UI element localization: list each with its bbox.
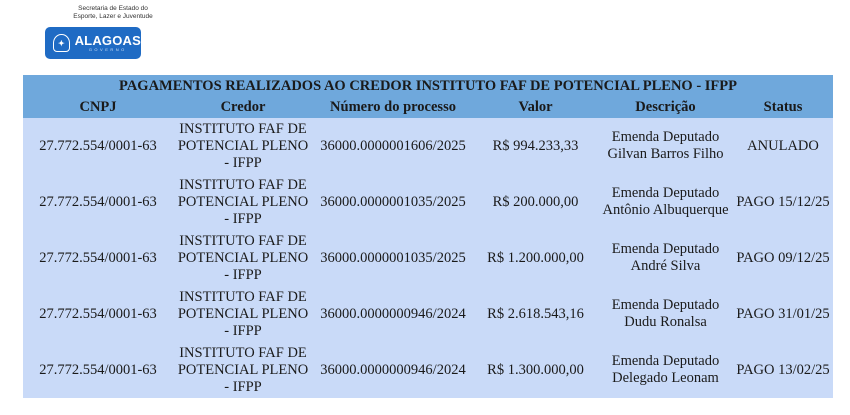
header-logo — [0, 0, 200, 70]
table-row — [23, 286, 833, 342]
col-descricao: Descrição — [598, 97, 733, 118]
table-row — [23, 342, 833, 398]
cell-cnpj: 27.772.554/0001-63 — [23, 342, 173, 398]
cell-status: PAGO 15/12/25 — [733, 174, 833, 230]
cell-descricao: Emenda Deputado André Silva — [598, 230, 733, 286]
cell-valor: R$ 2.618.543,16 — [473, 286, 598, 342]
col-valor: Valor — [473, 97, 598, 118]
secretaria-line-2: Esporte, Lazer e Juventude — [73, 13, 153, 20]
cell-descricao: Emenda Deputado Delegado Leonam — [598, 342, 733, 398]
coat-of-arms-icon: ✦ — [53, 34, 70, 52]
cell-status: ANULADO — [733, 118, 833, 174]
table-title: PAGAMENTOS REALIZADOS AO CREDOR INSTITUTO FAF DE POTENCIAL PLENO - IFPP — [23, 75, 833, 97]
cell-valor: R$ 200.000,00 — [473, 174, 598, 230]
cell-cnpj: 27.772.554/0001-63 — [23, 286, 173, 342]
column-headers — [23, 97, 833, 118]
brand-name: ALAGOAS — [74, 33, 141, 48]
brand-sub: GOVERNO — [88, 47, 127, 52]
cell-credor: INSTITUTO FAF DE POTENCIAL PLENO - IFPP — [173, 118, 313, 174]
cell-status: PAGO 09/12/25 — [733, 230, 833, 286]
cell-credor: INSTITUTO FAF DE POTENCIAL PLENO - IFPP — [173, 230, 313, 286]
table-row — [23, 118, 833, 174]
cell-cnpj: 27.772.554/0001-63 — [23, 118, 173, 174]
col-status: Status — [733, 97, 833, 118]
table-row — [23, 174, 833, 230]
cell-status: PAGO 13/02/25 — [733, 342, 833, 398]
cell-cnpj: 27.772.554/0001-63 — [23, 230, 173, 286]
cell-valor: R$ 1.200.000,00 — [473, 230, 598, 286]
cell-status: PAGO 31/01/25 — [733, 286, 833, 342]
cell-descricao: Emenda Deputado Dudu Ronalsa — [598, 286, 733, 342]
cell-descricao: Emenda Deputado Antônio Albuquerque — [598, 174, 733, 230]
col-cnpj: CNPJ — [23, 97, 173, 118]
payments-table — [23, 75, 833, 398]
cell-credor: INSTITUTO FAF DE POTENCIAL PLENO - IFPP — [173, 174, 313, 230]
cell-processo: 36000.0000000946/2024 — [313, 342, 473, 398]
cell-processo: 36000.0000001035/2025 — [313, 230, 473, 286]
cell-processo: 36000.0000000946/2024 — [313, 286, 473, 342]
table-row — [23, 230, 833, 286]
cell-valor: R$ 994.233,33 — [473, 118, 598, 174]
secretaria-line-1: Secretaria de Estado do — [78, 5, 148, 12]
cell-credor: INSTITUTO FAF DE POTENCIAL PLENO - IFPP — [173, 286, 313, 342]
cell-descricao: Emenda Deputado Gilvan Barros Filho — [598, 118, 733, 174]
cell-valor: R$ 1.300.000,00 — [473, 342, 598, 398]
secretaria-label — [58, 5, 168, 21]
cell-cnpj: 27.772.554/0001-63 — [23, 174, 173, 230]
alagoas-logo — [45, 27, 141, 59]
payments-table-container — [23, 75, 833, 398]
cell-processo: 36000.0000001035/2025 — [313, 174, 473, 230]
col-credor: Credor — [173, 97, 313, 118]
cell-credor: INSTITUTO FAF DE POTENCIAL PLENO - IFPP — [173, 342, 313, 398]
cell-processo: 36000.0000001606/2025 — [313, 118, 473, 174]
col-processo: Número do processo — [313, 97, 473, 118]
